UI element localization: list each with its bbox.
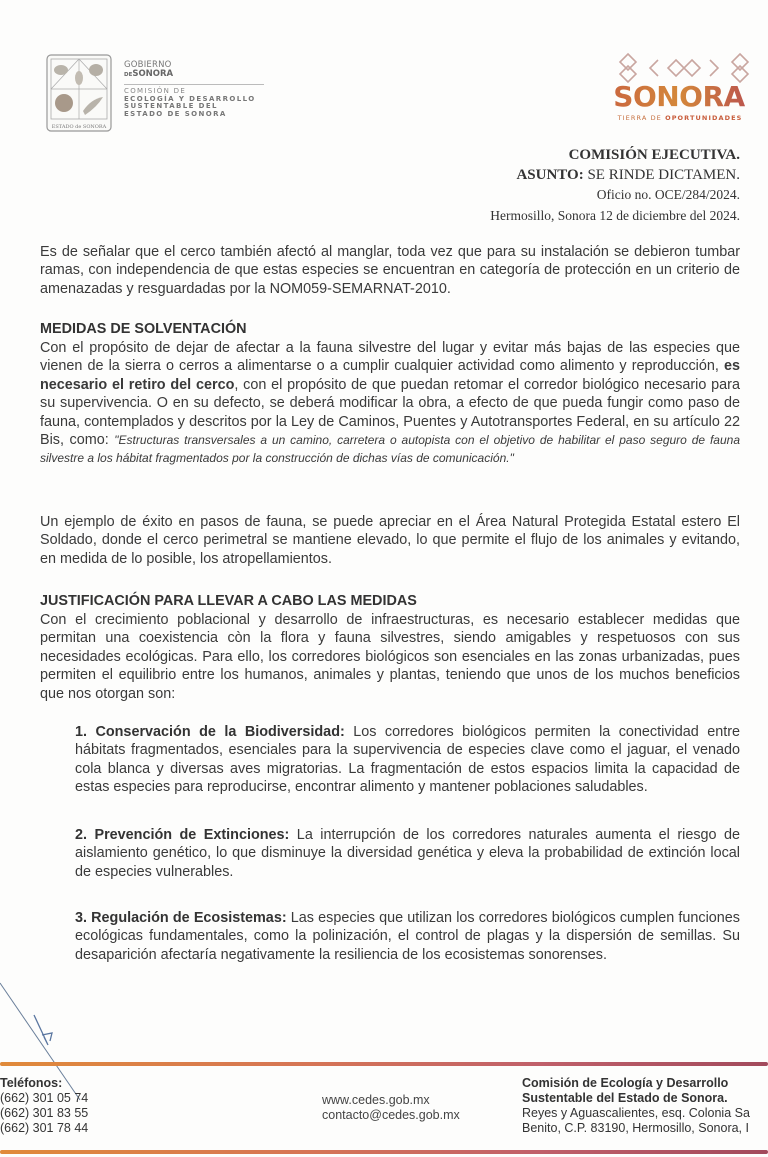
paragraph-medidas: Con el propósito de dejar de afectar a la fauna silvestre del lugar y evitar más bajas de las especies que vienen de la sierra o cerros a alimentarse o a cumplir cualquier actividad como alimento y reproducción, es necesario el retiro del cerco, con el propósito de que puedan retomar el corredor biológico necesario para su supervivencia. O en su defecto, se deberá modificar la obra, a efecto de que pueda fungir como paso de fauna, contemplados y descritos por la Ley de Caminos, Puentes y Autotransportes Federal, en su artículo 22 Bis, como: "Estructuras transversales a un camino, carretera o autopista con el objetivo de habilitar el paso seguro de fauna silvestre a los hábitat fragmentados por la construcción de dichas vías de comunicación.": [40, 340, 740, 466]
phone-number: (662) 301 83 55: [0, 1106, 89, 1120]
asunto-line: ASUNTO: SE RINDE DICTAMEN.: [516, 167, 740, 183]
email-link[interactable]: contacto@cedes.gob.mx: [322, 1108, 460, 1122]
phone-number: (662) 301 78 44: [0, 1121, 89, 1135]
phones-label: Teléfonos:: [0, 1076, 63, 1090]
list-item-ecosistemas: 3. Regulación de Ecosistemas: Las especies que utilizan los corredores biológicos cumplen funciones ecológicas fundamentales, como la polinización, el control de plagas y la dispersión de semillas. Su desaparición afectaría negativamente la resiliencia de los ecosistemas sonorenses.: [75, 910, 741, 963]
list-item-extinciones: 2. Prevención de Extinciones: La interrupción de los corredores naturales aumenta el riesgo de aislamiento genético, lo que disminuye la diversidad genética y eleva la probabilidad de extinción local de especies vulnerables.: [75, 827, 740, 880]
svg-text:ESTADO de SONORA: ESTADO de SONORA: [51, 124, 107, 130]
logo-divider: [124, 84, 264, 85]
phone-number: (662) 301 05 74: [0, 1091, 89, 1105]
sonora-brand-wordmark: SONORA: [604, 82, 754, 112]
comision-line-1: COMISIÓN DE: [124, 87, 187, 95]
shield-icon: [45, 53, 113, 133]
list-item-biodiversidad: 1. Conservación de la Biodiversidad: Los corredores biológicos permiten la conectividad entre hábitats fragmentados, esenciales para la supervivencia de especies clave como el jaguar, el venado cola blanca y diversas aves migratorias. La fragmentación de estos espacios limita la capacidad de estas especies para reproducirse, encontrar alimento y mantener poblaciones saludables.: [75, 724, 740, 796]
org-name-line-1: Comisión de Ecología y Desarrollo: [522, 1076, 729, 1090]
footer-bottom-rule: [0, 1150, 768, 1154]
comision-title: COMISIÓN EJECUTIVA.: [568, 147, 740, 163]
comision-line-2: ECOLOGÍA Y DESARROLLO: [124, 94, 256, 103]
address-line-2: Benito, C.P. 83190, Hermosillo, Sonora, I: [522, 1121, 749, 1135]
comision-line-3: SUSTENTABLE DEL: [124, 102, 218, 110]
address-line-1: Reyes y Aguascalientes, esq. Colonia Sa: [522, 1106, 750, 1120]
sonora-brand-tagline: TIERRA DE OPORTUNIDADES: [617, 114, 743, 122]
sonora-label: DESONORA: [124, 69, 174, 79]
footer-address: [522, 1076, 750, 1136]
paragraph-justificacion: Con el crecimiento poblacional y desarrollo de infraestructuras, es necesario establecer medidas que permitan una coexistencia còn la flora y fauna silvestres, siendo amigables y respetuosos con sus necesidades ecológicas. Para ello, los corredores biológicos son esenciales en las zonas urbanizadas, pues permiten el equilibrio entre los humanos, animales y plantas, teniendo que unos de los muchos beneficios que nos otorgan son:: [40, 612, 740, 702]
gobierno-label: GOBIERNO: [124, 60, 172, 70]
law-quote: "Estructuras transversales a un camino, carretera o autopista con el objetivo de habilitar el paso seguro de fauna silvestre a los hábitat fragmentados por la construcción de dichas vías de comunicación.": [40, 433, 740, 466]
footer-top-rule: [0, 1062, 768, 1066]
section-heading-medidas: MEDIDAS DE SOLVENTACIÓN: [40, 321, 247, 337]
section-heading-justificacion: JUSTIFICACIÓN PARA LLEVAR A CABO LAS MEDIDAS: [40, 593, 417, 609]
government-logo-text: [124, 61, 264, 118]
place-date: Hermosillo, Sonora 12 de diciembre del 2024.: [490, 208, 740, 223]
website-link[interactable]: www.cedes.gob.mx: [322, 1093, 430, 1107]
footer-web-contact: [322, 1093, 460, 1123]
oficio-number: Oficio no. OCE/284/2024.: [596, 187, 740, 202]
state-coat-of-arms-logo: [45, 53, 113, 133]
footer-phones: [0, 1076, 88, 1136]
paragraph-manglar: Es de señalar que el cerco también afectó al manglar, toda vez que para su instalación se debieron tumbar ramas, con independencia de que estas especies se encuentran en categoría de protección en un criterio de amenazadas y resguardadas por la NOM059-SEMARNAT-2010.: [40, 244, 740, 297]
paragraph-ejemplo: Un ejemplo de éxito en pasos de fauna, se puede apreciar en el Área Natural Protegida Estatal estero El Soldado, donde el cerco perimetral se mantiene elevado, lo que permite el flujo de los animales y evitando, en medida de lo posible, los atropellamientos.: [40, 514, 740, 567]
org-name-line-2: Sustentable del Estado de Sonora.: [522, 1091, 728, 1105]
document-reference-block: [490, 145, 740, 226]
comision-line-4: ESTADO DE SONORA: [124, 109, 227, 118]
